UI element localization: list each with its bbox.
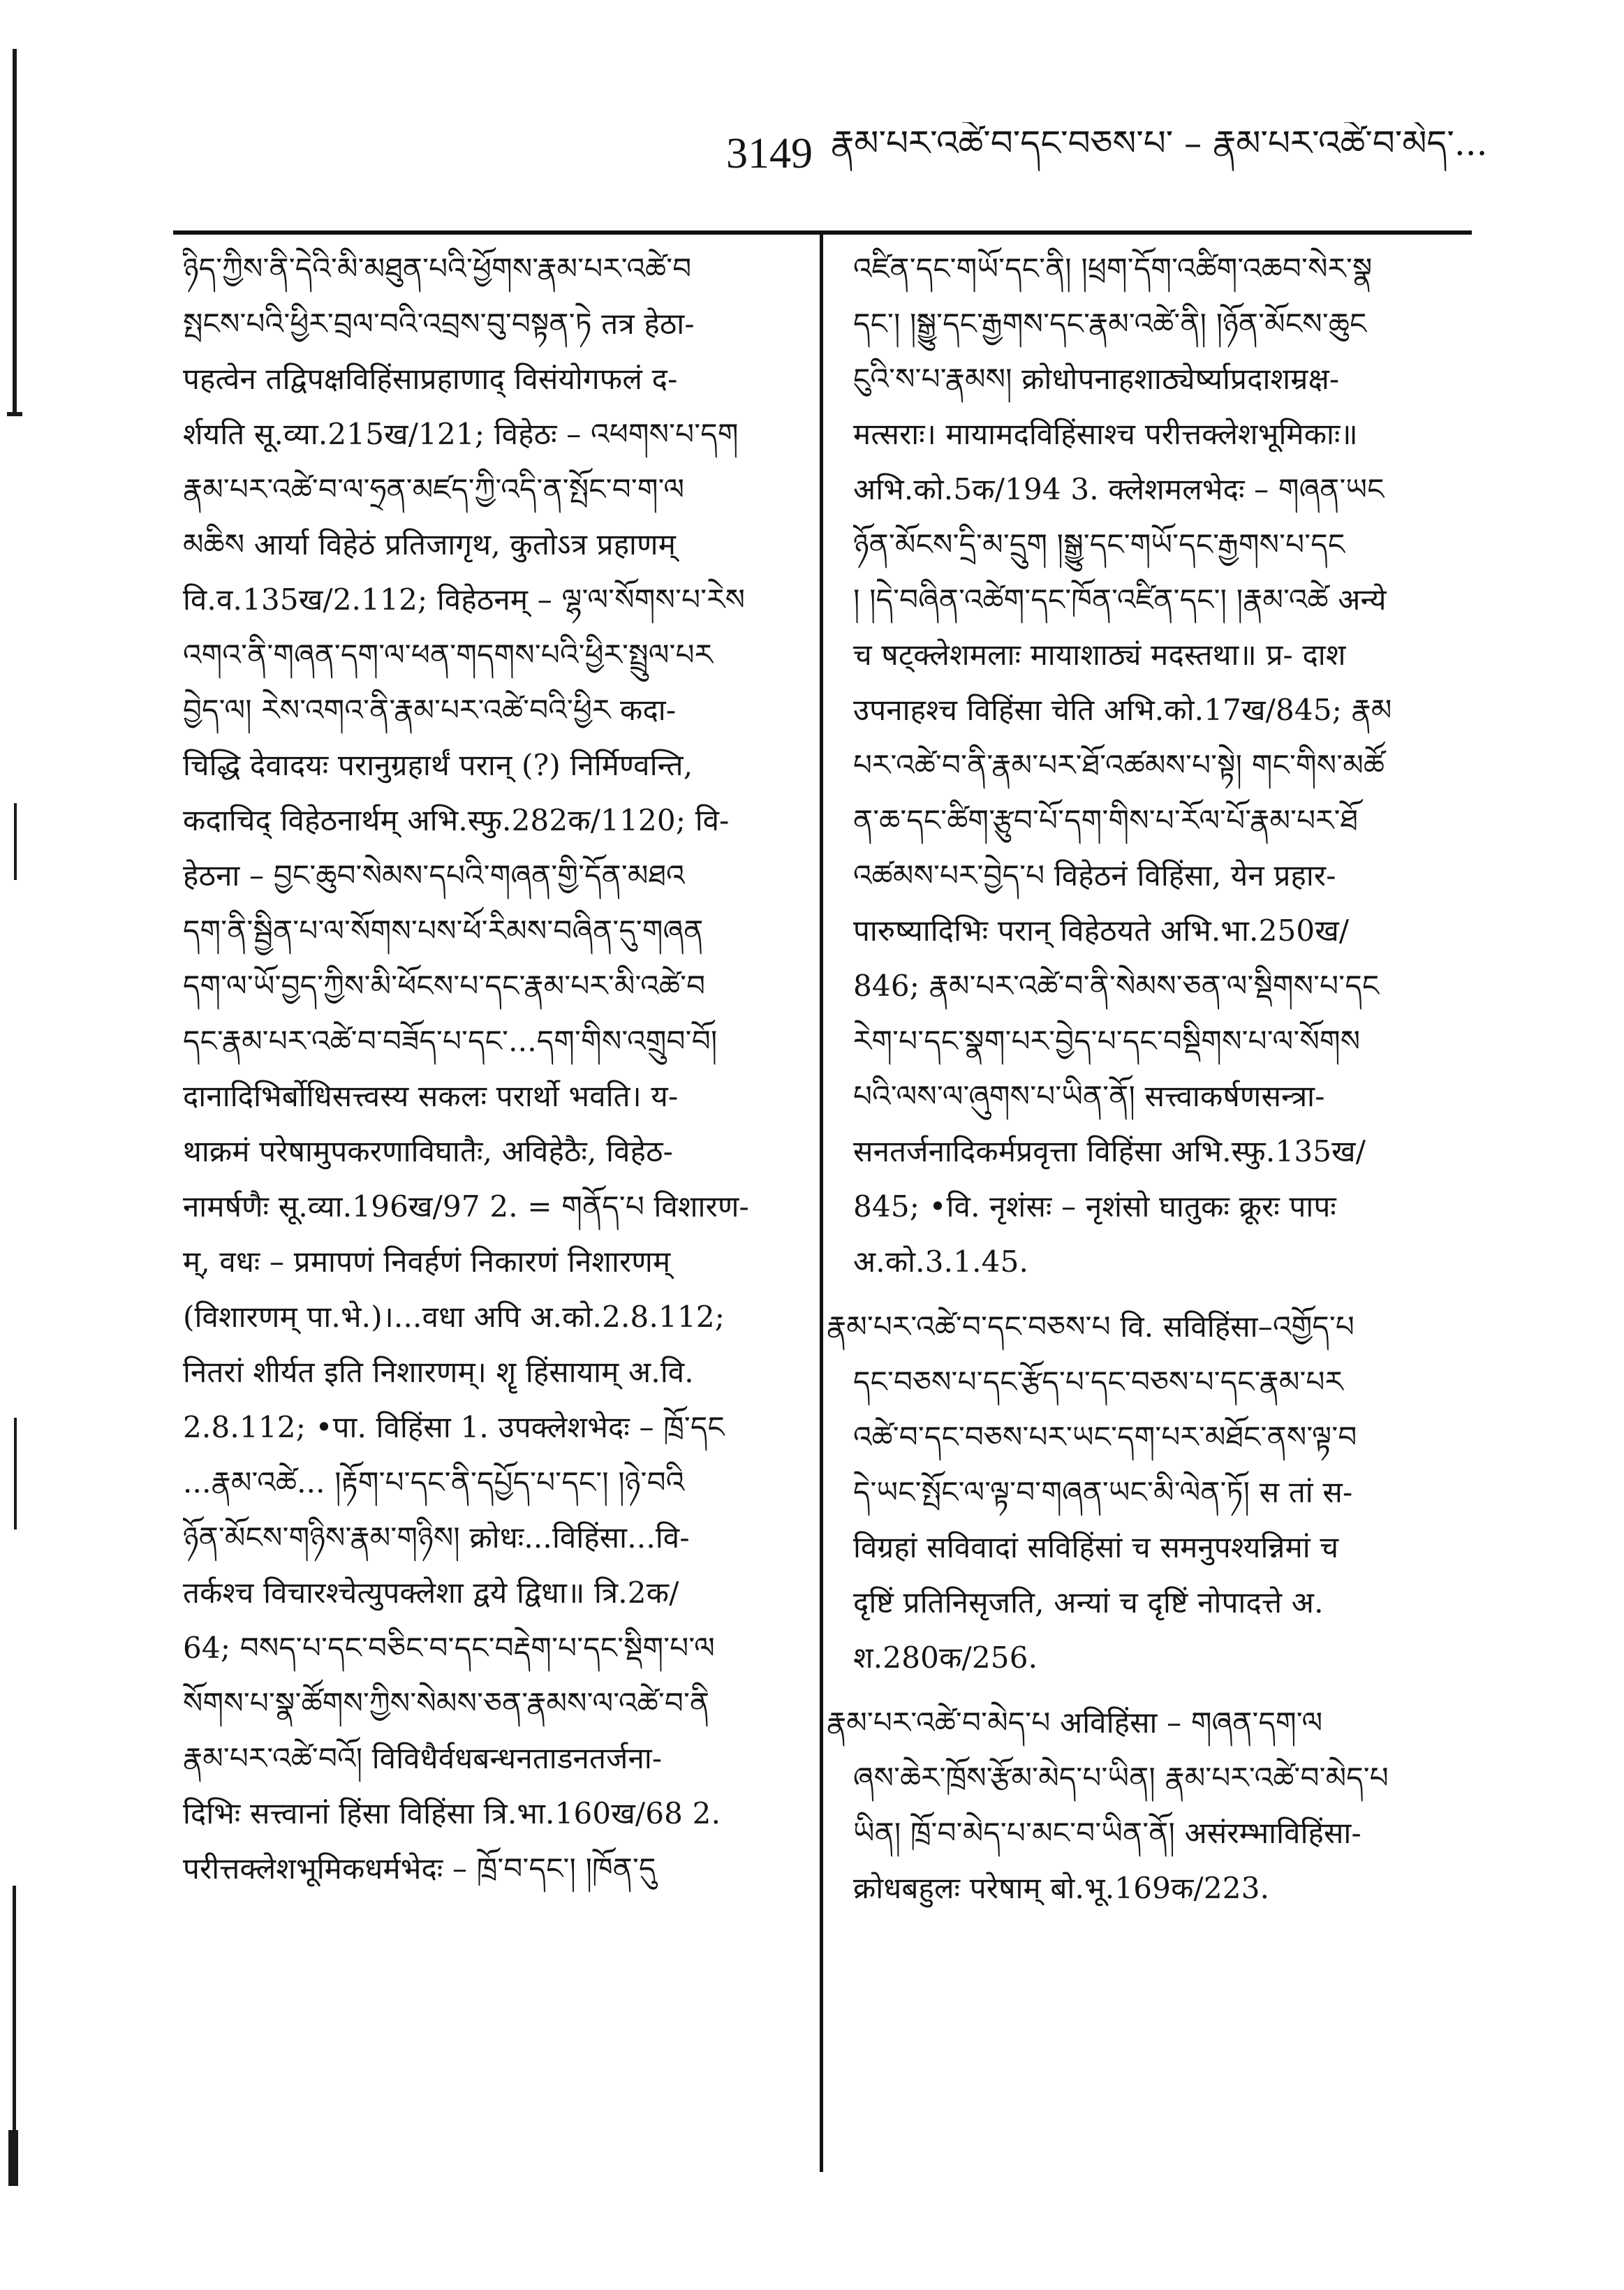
text-line: རྣམ་པར་འཚེ་བའོ། विविधैर्वधबन्धनताडनतर्जना- bbox=[183, 1741, 663, 1775]
right-column bbox=[827, 241, 1468, 1925]
left-entry bbox=[183, 241, 797, 1896]
text-line: र्शयति सू.व्या.215ख/121; विहेठः – འཕགས་པ་དག bbox=[183, 417, 739, 451]
text-line: अ.को.3.1.45. bbox=[853, 1245, 1029, 1279]
text-line: དག་ལ་ཡོ་བྱད་ཀྱིས་མི་ཕོངས་པ་དང་རྣམ་པར་མི་འཚེ་བ bbox=[183, 969, 706, 1003]
text-line: तर्कश्च विचारश्चेत्युपक्लेशा द्वये द्विधा॥ त्रि.2क/ bbox=[183, 1576, 679, 1610]
scan-edge-mark bbox=[7, 412, 22, 416]
entry-continued bbox=[853, 241, 1468, 1289]
text-line: 2.8.112; •पा. विहिंसा 1. उपक्लेशभेदः – ཁྲོ་དང bbox=[183, 1410, 725, 1444]
text-line: དག་ནི་སྦྱིན་པ་ལ་སོགས་པས་ཕོ་རིམས་བཞིན་དུ་གཞན bbox=[183, 913, 704, 948]
text-line: དང་། །སྒྱུ་དང་རྒྱགས་དང་རྣམ་འཚེ་ནི། །ཉོན་མོངས་ཆུང bbox=[853, 307, 1367, 341]
text-line: སོགས་པ་སྣ་ཚོགས་ཀྱིས་སེམས་ཅན་རྣམས་ལ་འཚེ་བ་ནི bbox=[183, 1686, 710, 1720]
text-line: ། །དེ་བཞིན་འཚེག་དང་ཁོན་འཛིན་དང་། །རྣམ་འཚེ अन्ये bbox=[853, 582, 1387, 617]
text-line: दिभिः सत्त्वानां हिंसा विहिंसा त्रि.भा.160ख/68 2. bbox=[183, 1796, 721, 1830]
text-line: མཆིས आर्या विहेठं प्रतिजागृथ, कुतोऽत्र प्रहाणम् bbox=[183, 527, 677, 562]
text-line: पहत्वेन तद्विपक्षविहिंसाप्रहाणाद् विसंयोगफलं द- bbox=[183, 362, 678, 396]
text-line: अभि.को.5क/194 3. क्लेशमलभेदः – གཞན་ཡང bbox=[853, 472, 1385, 506]
text-line: उपनाहश्च विहिंसा चेति अभि.को.17ख/845; རྣམ bbox=[853, 693, 1392, 727]
text-line: ཞས་ཆེར་ཁྲོས་རྩོམ་མེད་པ་ཡིན། རྣམ་པར་འཚེ་བ་མེད་པ bbox=[853, 1761, 1389, 1795]
text-line: འཚམས་པར་བྱེད་པ विहेठनं विहिंसा, येन प्रहार- bbox=[853, 858, 1336, 893]
text-line: हेठना – བྱང་ཆུབ་སེམས་དཔའི་གཞན་གྱི་དོན་མཐའ bbox=[183, 858, 685, 893]
text-line: ཉོན་མོངས་གཉིས་རྣམ་གཉིས། क्रोधः...विहिंसा...वि- bbox=[183, 1520, 690, 1555]
text-line: བྱེད་ལ། རེས་འགའ་ནི་རྣམ་པར་འཚེ་བའི་ཕྱིར कदा- bbox=[183, 693, 677, 727]
text-line: 846; རྣམ་པར་འཚེ་བ་ནི་སེམས་ཅན་ལ་སྡིགས་པ་དང bbox=[853, 969, 1380, 1003]
text-line: मत्सराः। मायामदविहिंसाश्च परीत्तक्लेशभूमिकाः॥ bbox=[853, 417, 1358, 451]
page-number: 3149 bbox=[726, 129, 813, 177]
text-line: पारुष्यादिभिः परान् विहेठयते अभि.भा.250ख/ bbox=[853, 913, 1350, 948]
entry-headword-line: རྣམ་པར་འཚེ་བ་དང་བཅས་པ वि. सविहिंसा–འགྱོད་པ bbox=[827, 1309, 1355, 1344]
text-line: 64; བསད་པ་དང་བཅིང་བ་དང་བརྡེག་པ་དང་སྡིག་པ་ལ bbox=[183, 1631, 716, 1665]
scan-edge-mark bbox=[14, 1418, 17, 1529]
text-line: क्रोधबहुलः परेषाम् बो.भू.169क/223. bbox=[853, 1871, 1270, 1905]
text-line: नितरां शीर्यत इति निशारणम्। शॄ हिंसायाम् अ.वि. bbox=[183, 1355, 694, 1389]
text-line: विग्रहां सविवादां सविहिंसां च समनुपश्यन्निमां च bbox=[853, 1530, 1339, 1564]
left-column bbox=[183, 241, 797, 1906]
running-title: རྣམ་པར་འཚེ་བ་དང་བཅས་པ་ – རྣམ་པར་འཚེ་བ་མེད་... bbox=[831, 123, 1488, 163]
text-line: परीत्तक्लेशभूमिकधर्मभेदः – ཁྲོ་བ་དང་། །ཁོན་དུ bbox=[183, 1851, 656, 1886]
text-line: दानादिभिर्बोधिसत्त्वस्य सकलः परार्थो भवति। य- bbox=[183, 1079, 679, 1113]
scan-edge-mark bbox=[8, 2130, 18, 2186]
text-line: 845; •वि. नृशंसः – नृशंसो घातुकः क्रूरः पापः bbox=[853, 1189, 1336, 1224]
text-line: འཛིན་དང་གཡོ་དང་ནི། །ཕྲག་དོག་འཚིག་འཆབ་སེར་སྣ bbox=[853, 251, 1373, 286]
text-line: སྤངས་པའི་ཕྱིར་བྲལ་བའི་འབྲས་བུ་བསྟན་ཏེ तत्र हेठा- bbox=[183, 307, 695, 341]
text-line: པའི་ལས་ལ་ཞུགས་པ་ཡིན་ནོ། सत्त्वाकर्षणसन्त्रा- bbox=[853, 1079, 1325, 1113]
text-line: च षट्क्लेशमलाः मायाशाठ्यं मदस्तथा॥ प्र- दाश bbox=[853, 638, 1346, 672]
text-line: नामर्षणैः सू.व्या.196ख/97 2. = གནོད་པ विशारण- bbox=[183, 1189, 749, 1224]
text-line: ངུའི་ས་པ་རྣམས། क्रोधोपनाहशाठ्येर्ष्याप्रदाशम्रक्ष- bbox=[853, 362, 1340, 396]
text-line: म्, वधः – प्रमापणं निवर्हणं निकारणं निशारणम् bbox=[183, 1245, 671, 1279]
text-line: འཚེ་བ་དང་བཅས་པར་ཡང་དག་པར་མཐོང་ནས་ལྟ་བ bbox=[853, 1420, 1357, 1454]
column-divider bbox=[820, 230, 823, 2172]
text-line: सनतर्जनादिकर्मप्रवृत्ता विहिंसा अभि.स्फु.135ख/ bbox=[853, 1134, 1366, 1168]
text-line: वि.व.135ख/2.112; विहेठनम् – ལྷ་ལ་སོགས་པ་རེས bbox=[183, 582, 746, 617]
page-header bbox=[726, 122, 1491, 185]
text-line: (विशारणम् पा.भे.)।...वधा अपि अ.को.2.8.112; bbox=[183, 1300, 725, 1334]
text-line: ན་ཆ་དང་ཚིག་རྩུབ་པོ་དག་གིས་པ་རོལ་པོ་རྣམ་པར་ཐོ bbox=[853, 803, 1359, 837]
entry-headword-line: རྣམ་པར་འཚེ་བ་མེད་པ अविहिंसा – གཞན་དག་ལ bbox=[827, 1705, 1323, 1740]
text-line: ཉིད་ཀྱིས་ནི་དེའི་མི་མཐུན་པའི་ཕྱོགས་རྣམ་པར་འཚེ་བ bbox=[183, 251, 692, 286]
text-line: चिद्धि देवादयः परानुग्रहार्थं परान् (?) निर्मिण्वन्ति, bbox=[183, 748, 693, 782]
text-line: ...རྣམ་འཚེ... །རྟོག་པ་དང་ནི་དཔྱོད་པ་དང་། །ཉེ་བའི bbox=[183, 1465, 685, 1499]
text-line: ཉོན་མོངས་དྲི་མ་དྲུག །སྒྱུ་དང་གཡོ་དང་རྒྱགས་པ་དང bbox=[853, 527, 1345, 562]
text-line: དང་བཅས་པ་དང་རྩོད་པ་དང་བཅས་པ་དང་རྣམ་པར bbox=[853, 1365, 1344, 1399]
text-line: པར་འཚེ་བ་ནི་རྣམ་པར་ཐོ་འཚམས་པ་སྟེ། གང་གིས་མཚོ bbox=[853, 748, 1385, 782]
text-line: རྣམ་པར་འཚེ་བ་ལ་ཧྲན་མཛད་ཀྱི་འདི་ན་སྤོང་བ་ག་ལ bbox=[183, 472, 685, 506]
text-line: ཡིན། ཁྲོ་བ་མེད་པ་མང་བ་ཡིན་ནོ། असंरम्भाविहिंसा- bbox=[853, 1816, 1361, 1850]
text-line: श.280क/256. bbox=[853, 1641, 1038, 1675]
scan-edge-mark bbox=[14, 803, 17, 880]
entry-savihimsa bbox=[827, 1299, 1468, 1685]
entry-avihimsa bbox=[827, 1695, 1468, 1916]
text-line: འགའ་ནི་གཞན་དག་ལ་ཕན་གདགས་པའི་ཕྱིར་སྤྲུལ་པར bbox=[183, 638, 714, 672]
text-line: कदाचिद् विहेठनार्थम् अभि.स्फु.282क/1120; वि- bbox=[183, 803, 730, 837]
text-line: དང་རྣམ་པར་འཚེ་བ་བཟོད་པ་དང་...དག་གིས་འགྲུབ་བོ། bbox=[183, 1024, 718, 1058]
text-line: थाक्रमं परेषामुपकरणाविघातैः, अविहेठैः, विहेठ- bbox=[183, 1134, 674, 1168]
text-line: དེ་ཡང་སྤོང་ལ་ལྟ་བ་གཞན་ཡང་མི་ལེན་ཏོ། स तां स- bbox=[853, 1475, 1353, 1509]
scan-edge-mark bbox=[13, 49, 17, 412]
text-line: རེག་པ་དང་སྣག་པར་བྱེད་པ་དང་བསྡིགས་པ་ལ་སོགས bbox=[853, 1024, 1361, 1058]
text-line: दृष्टिं प्रतिनिसृजति, अन्यां च दृष्टिं नोपादत्ते अ. bbox=[853, 1585, 1324, 1620]
